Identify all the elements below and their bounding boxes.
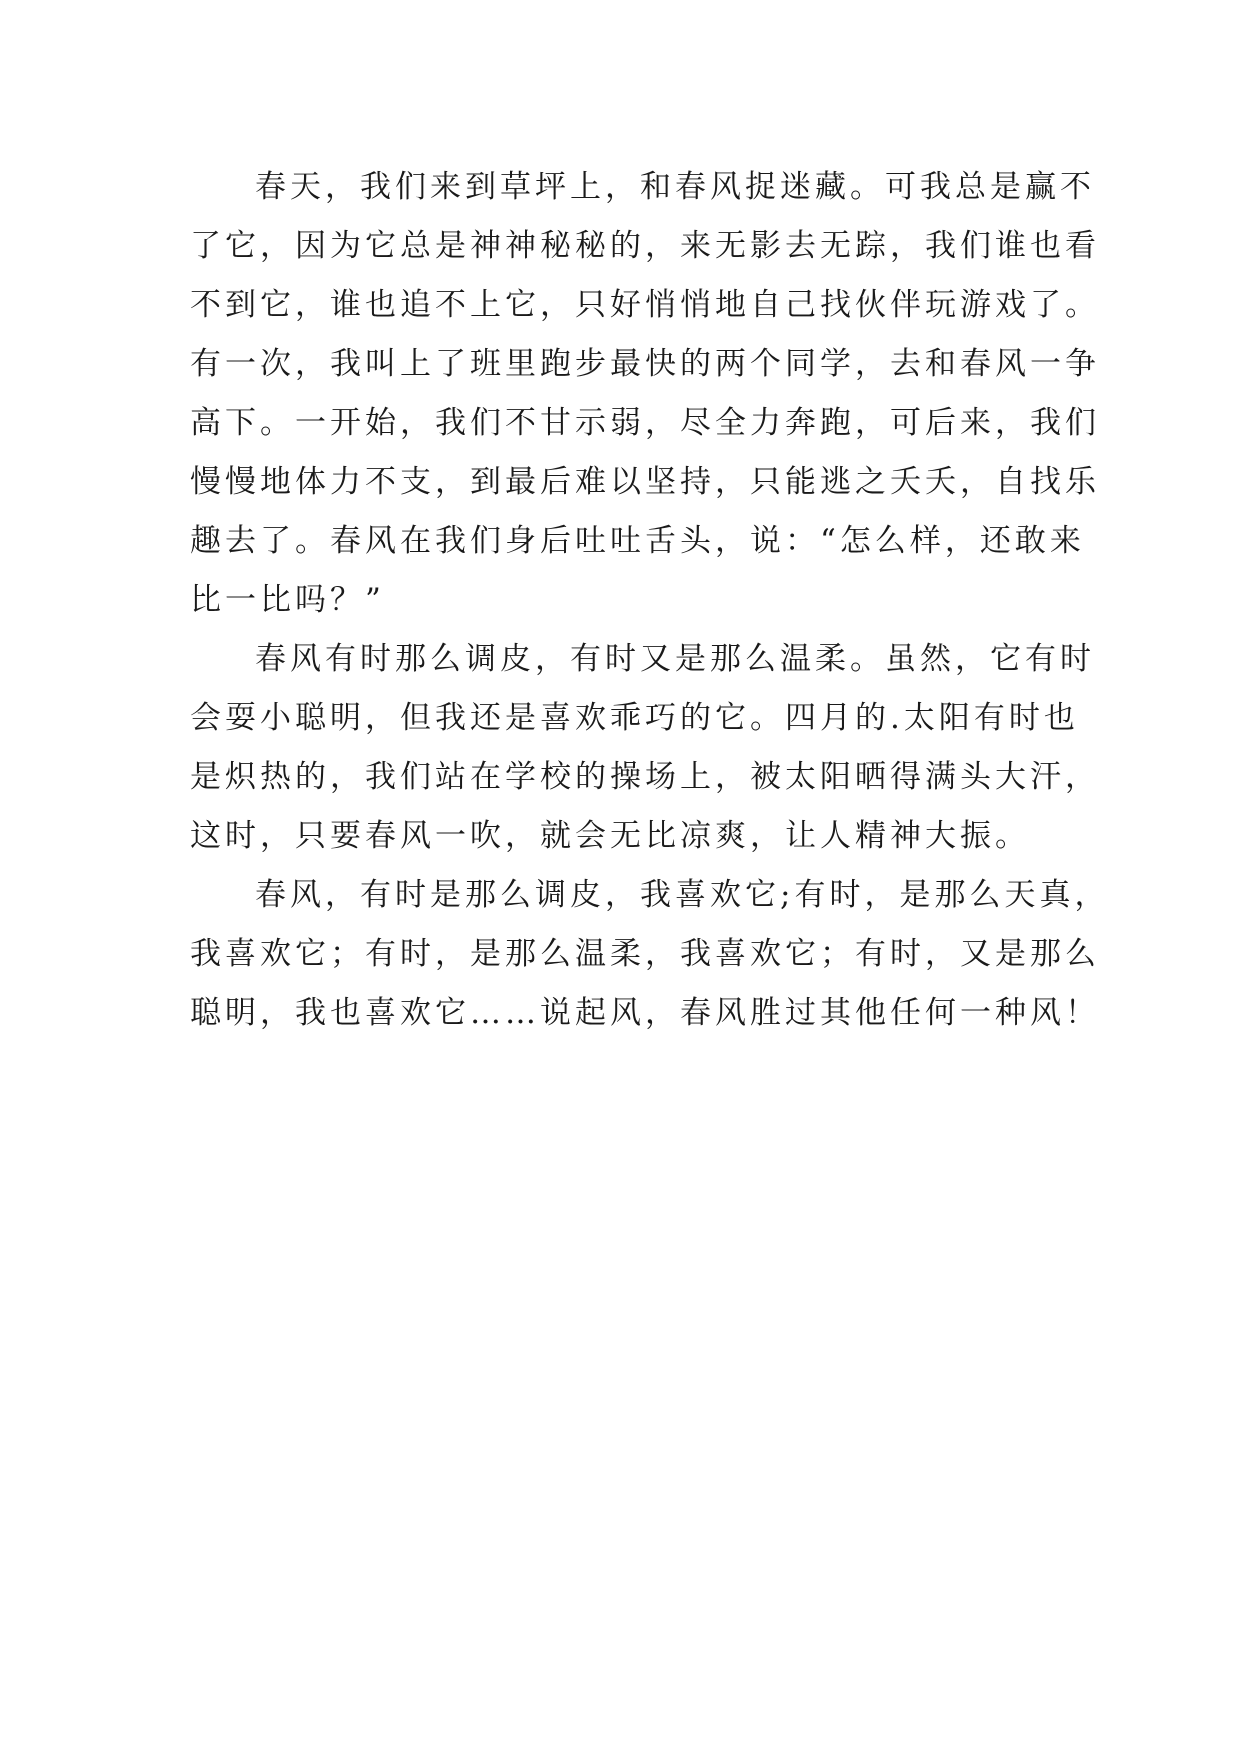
text-line: 春风有时那么调皮，有时又是那么温柔。虽然，它有时: [255, 641, 1095, 677]
text-line: 有一次，我叫上了班里跑步最快的两个同学，去和春风一争: [190, 346, 1100, 382]
text-line: 我喜欢它；有时，是那么温柔，我喜欢它；有时，又是那么: [190, 936, 1100, 972]
text-line: 聪明，我也喜欢它……说起风，春风胜过其他任何一种风！: [190, 995, 1100, 1031]
text-line: 高下。一开始，我们不甘示弱，尽全力奔跑，可后来，我们: [190, 405, 1100, 441]
essay-body: [190, 158, 1110, 1043]
text-line: 春天，我们来到草坪上，和春风捉迷藏。可我总是赢不: [255, 169, 1095, 205]
text-line: 比一比吗？”: [190, 582, 385, 618]
text-line: 趣去了。春风在我们身后吐吐舌头，说：“怎么样，还敢来: [190, 523, 1085, 559]
text-line: 了它，因为它总是神神秘秘的，来无影去无踪，我们谁也看: [190, 228, 1100, 264]
text-line: 会耍小聪明，但我还是喜欢乖巧的它。四月的.太阳有时也: [190, 700, 1079, 736]
text-line: 春风，有时是那么调皮，我喜欢它;有时，是那么天真，: [255, 877, 1110, 913]
text-line: 这时，只要春风一吹，就会无比凉爽，让人精神大振。: [190, 818, 1030, 854]
text-line: 不到它，谁也追不上它，只好悄悄地自己找伙伴玩游戏了。: [190, 287, 1100, 323]
text-line: 是炽热的，我们站在学校的操场上，被太阳晒得满头大汗，: [190, 759, 1100, 795]
text-line: 慢慢地体力不支，到最后难以坚持，只能逃之夭夭，自找乐: [190, 464, 1100, 500]
